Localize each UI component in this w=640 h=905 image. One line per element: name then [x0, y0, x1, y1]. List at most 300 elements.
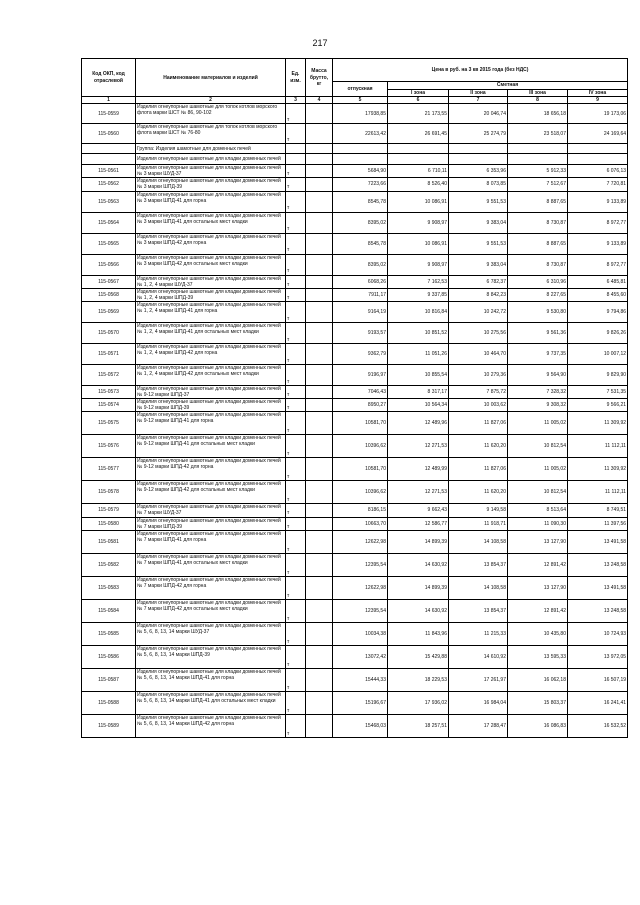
row-name: Изделия огнеупорные шамотные для топок котлов морского флота марки ШСТ № 76-80 [136, 124, 286, 144]
row-code: 115-0577 [82, 458, 136, 481]
row-zone3-price: 12 891,42 [508, 553, 568, 576]
row-zone2-price: 14 108,58 [449, 530, 508, 553]
row-zone3-price: 16 062,18 [508, 668, 568, 691]
row-code: 115-0575 [82, 412, 136, 435]
row-unit: т [286, 530, 306, 553]
row-unit: т [286, 576, 306, 599]
row-unit: т [286, 668, 306, 691]
row-release-price: 15196,67 [333, 691, 388, 714]
table-row [82, 322, 628, 343]
row-release-price: 10663,70 [333, 517, 388, 530]
row-unit: т [286, 301, 306, 322]
row-name: Изделия огнеупорные шамотные для кладки доменных печей № 3 марки ШПД-42 для остальных мест кладки [136, 254, 286, 275]
row-zone3-price: 15 803,37 [508, 691, 568, 714]
row-zone4-price: 9 133,89 [568, 233, 628, 254]
row-zone2-price: 9 383,04 [449, 254, 508, 275]
row-zone4-price: 6 485,81 [568, 275, 628, 288]
row-name: Изделия огнеупорные шамотные для кладки доменных печей № 1, 2, 4 марки ШПД-42 для горна [136, 343, 286, 364]
row-mass [306, 435, 333, 458]
row-code: 115-0565 [82, 233, 136, 254]
row-name: Изделия огнеупорные шамотные для топок котлов морского флота марки ШСТ № 86, 90-102 [136, 104, 286, 124]
col-number: 4 [306, 97, 333, 104]
row-code: 115-0581 [82, 530, 136, 553]
row-zone2-price: 17 288,47 [449, 714, 508, 737]
row-code: 115-0584 [82, 599, 136, 622]
row-code: 115-0585 [82, 622, 136, 645]
row-zone1-price: 14 899,39 [388, 576, 449, 599]
col-number: 3 [286, 97, 306, 104]
row-code: 115-0560 [82, 124, 136, 144]
row-zone3-price: 9 737,35 [508, 343, 568, 364]
row-zone3-price: 18 656,18 [508, 104, 568, 124]
row-zone4-price: 9 829,90 [568, 364, 628, 385]
header-zone2: II зона [449, 90, 508, 97]
row-zone2-price: 11 918,71 [449, 517, 508, 530]
row-mass [306, 412, 333, 435]
row-code: 115-0588 [82, 691, 136, 714]
row-zone1-price: 12 489,96 [388, 412, 449, 435]
row-unit: т [286, 599, 306, 622]
row-zone3-price [508, 154, 568, 165]
row-release-price: 9193,57 [333, 322, 388, 343]
row-zone4-price: 13 248,58 [568, 553, 628, 576]
table-row [82, 104, 628, 124]
row-name: Изделия огнеупорные шамотные для кладки доменных печей № 9-12 марки ШПД-42 для остальных мест кладки [136, 481, 286, 504]
row-release-price: 8395,02 [333, 212, 388, 233]
row-code: 115-0578 [82, 481, 136, 504]
row-zone1-price: 14 630,92 [388, 553, 449, 576]
table-row [82, 385, 628, 398]
row-code: 115-0589 [82, 714, 136, 737]
row-mass [306, 645, 333, 668]
row-name: Изделия огнеупорные шамотные для кладки доменных печей № 7 марки ШУД-37 [136, 504, 286, 517]
row-zone2-price: 11 827,06 [449, 412, 508, 435]
row-mass [306, 364, 333, 385]
group-heading-row [82, 154, 628, 165]
row-release-price: 13072,42 [333, 645, 388, 668]
row-zone4-price: 8 749,51 [568, 504, 628, 517]
row-zone1-price: 9 662,43 [388, 504, 449, 517]
row-zone2-price: 11 620,20 [449, 481, 508, 504]
row-zone1-price: 8 317,17 [388, 385, 449, 398]
page-number: 217 [312, 38, 328, 48]
row-zone2-price: 10 464,70 [449, 343, 508, 364]
table-row [82, 517, 628, 530]
row-release-price: 7223,66 [333, 178, 388, 191]
row-unit: т [286, 553, 306, 576]
row-mass [306, 458, 333, 481]
row-release-price: 12622,98 [333, 530, 388, 553]
row-zone4-price: 13 248,58 [568, 599, 628, 622]
row-zone3-price: 8 513,64 [508, 504, 568, 517]
row-release-price: 15468,03 [333, 714, 388, 737]
row-unit: т [286, 343, 306, 364]
row-unit: т [286, 691, 306, 714]
row-mass [306, 233, 333, 254]
row-unit: т [286, 435, 306, 458]
row-zone3-price: 11 090,30 [508, 517, 568, 530]
row-zone4-price: 9 133,89 [568, 191, 628, 212]
row-zone1-price: 8 526,40 [388, 178, 449, 191]
col-number: 9 [568, 97, 628, 104]
table-row [82, 412, 628, 435]
col-number: 2 [136, 97, 286, 104]
row-zone1-price: 15 429,88 [388, 645, 449, 668]
row-zone4-price: 13 491,58 [568, 576, 628, 599]
row-name: Изделия огнеупорные шамотные для кладки доменных печей № 3 марки ШУД-37 [136, 165, 286, 178]
table-row [82, 124, 628, 144]
row-unit: т [286, 275, 306, 288]
row-unit: т [286, 504, 306, 517]
row-release-price: 7911,17 [333, 288, 388, 301]
row-zone4-price: 11 397,56 [568, 517, 628, 530]
row-zone3-price: 10 812,54 [508, 435, 568, 458]
table-row [82, 288, 628, 301]
col-number: 7 [449, 97, 508, 104]
row-mass [306, 154, 333, 165]
row-mass [306, 124, 333, 144]
row-zone4-price: 8 972,77 [568, 254, 628, 275]
row-zone2-price: 6 782,37 [449, 275, 508, 288]
row-zone2-price: 10 003,62 [449, 399, 508, 412]
row-zone1-price: 11 051,26 [388, 343, 449, 364]
row-code: 115-0574 [82, 399, 136, 412]
header-mass: Масса брутто, кг [306, 59, 333, 97]
col-number: 8 [508, 97, 568, 104]
row-unit: т [286, 399, 306, 412]
row-name: Изделия огнеупорные шамотные для кладки доменных печей № 3 марки ШПД-42 для горна [136, 233, 286, 254]
row-zone3-price: 9 561,36 [508, 322, 568, 343]
row-release-price: 10581,70 [333, 412, 388, 435]
row-zone2-price: 10 242,72 [449, 301, 508, 322]
row-zone2-price: 8 073,85 [449, 178, 508, 191]
row-code: 115-0586 [82, 645, 136, 668]
col-number: 1 [82, 97, 136, 104]
row-unit: т [286, 233, 306, 254]
row-mass [306, 481, 333, 504]
row-zone4-price [568, 144, 628, 154]
row-zone2-price: 13 854,37 [449, 553, 508, 576]
row-release-price: 8395,02 [333, 254, 388, 275]
row-mass [306, 385, 333, 398]
row-name: Изделия огнеупорные шамотные для кладки доменных печей № 1, 2, 4 марки ШУД-37 [136, 275, 286, 288]
row-code: 115-0567 [82, 275, 136, 288]
row-mass [306, 275, 333, 288]
row-zone3-price: 8 887,65 [508, 233, 568, 254]
table-row [82, 364, 628, 385]
row-mass [306, 301, 333, 322]
row-zone2-price: 16 984,04 [449, 691, 508, 714]
row-zone3-price: 8 887,65 [508, 191, 568, 212]
row-unit: т [286, 212, 306, 233]
row-release-price: 9362,79 [333, 343, 388, 364]
table-row [82, 504, 628, 517]
row-mass [306, 178, 333, 191]
row-name: Изделия огнеупорные шамотные для кладки доменных печей № 7 марки ШПД-42 для горна [136, 576, 286, 599]
row-zone4-price: 7 531,35 [568, 385, 628, 398]
row-zone4-price: 24 169,64 [568, 124, 628, 144]
row-zone3-price: 7 512,67 [508, 178, 568, 191]
row-code: 115-0561 [82, 165, 136, 178]
row-name: Изделия огнеупорные шамотные для кладки доменных печей № 1, 2, 4 марки ШПД-41 для горна [136, 301, 286, 322]
row-zone3-price [508, 144, 568, 154]
row-release-price: 17938,85 [333, 104, 388, 124]
table-row [82, 233, 628, 254]
row-zone1-price: 7 162,53 [388, 275, 449, 288]
row-zone3-price: 16 086,83 [508, 714, 568, 737]
row-name: Изделия огнеупорные шамотные для кладки доменных печей № 5, 6, 8, 13, 14 марки ШПД-41 для горна [136, 668, 286, 691]
row-zone2-price: 10 275,56 [449, 322, 508, 343]
table-row [82, 530, 628, 553]
row-zone2-price: 20 046,74 [449, 104, 508, 124]
table-row [82, 435, 628, 458]
table-row [82, 178, 628, 191]
header-name: Наименование материалов и изделий [136, 59, 286, 97]
row-name: Изделия огнеупорные шамотные для кладки доменных печей [136, 154, 286, 165]
row-zone3-price: 13 127,90 [508, 530, 568, 553]
row-mass [306, 530, 333, 553]
row-zone4-price: 9 826,26 [568, 322, 628, 343]
col-number: 6 [388, 97, 449, 104]
row-unit: т [286, 385, 306, 398]
row-release-price: 12395,54 [333, 553, 388, 576]
table-row [82, 275, 628, 288]
row-unit: т [286, 124, 306, 144]
row-zone4-price: 11 309,92 [568, 412, 628, 435]
row-zone2-price: 14 108,58 [449, 576, 508, 599]
row-code: 115-0569 [82, 301, 136, 322]
row-zone1-price: 9 908,97 [388, 254, 449, 275]
row-mass [306, 517, 333, 530]
column-number-row [82, 97, 628, 104]
row-zone1-price: 14 899,39 [388, 530, 449, 553]
header-estimate: Сметная [388, 82, 628, 90]
row-name: Изделия огнеупорные шамотные для кладки доменных печей № 1, 2, 4 марки ШПД-39 [136, 288, 286, 301]
row-zone1-price: 18 229,53 [388, 668, 449, 691]
row-code: 115-0573 [82, 385, 136, 398]
table-body [82, 104, 628, 738]
row-unit: т [286, 517, 306, 530]
row-name: Группа: Изделия шамотные для доменных печей [136, 144, 286, 154]
row-zone4-price: 8 972,77 [568, 212, 628, 233]
row-zone4-price: 16 241,41 [568, 691, 628, 714]
row-zone2-price: 9 551,53 [449, 233, 508, 254]
table-row [82, 481, 628, 504]
row-zone2-price: 8 842,23 [449, 288, 508, 301]
row-zone2-price: 9 383,04 [449, 212, 508, 233]
row-name: Изделия огнеупорные шамотные для кладки доменных печей № 3 марки ШПД-41 для горна [136, 191, 286, 212]
table-row [82, 191, 628, 212]
row-zone1-price: 12 271,53 [388, 435, 449, 458]
row-zone3-price: 12 891,42 [508, 599, 568, 622]
row-zone2-price: 13 854,37 [449, 599, 508, 622]
row-code: 115-0566 [82, 254, 136, 275]
table-row [82, 553, 628, 576]
row-unit: т [286, 364, 306, 385]
row-zone4-price: 6 076,13 [568, 165, 628, 178]
row-zone1-price: 10 086,91 [388, 233, 449, 254]
row-mass [306, 254, 333, 275]
row-zone2-price: 11 620,20 [449, 435, 508, 458]
header-code: Код ОКП, код отраслевой [82, 59, 136, 97]
row-unit [286, 154, 306, 165]
row-zone2-price: 9 551,53 [449, 191, 508, 212]
row-release-price: 10396,62 [333, 435, 388, 458]
row-unit: т [286, 165, 306, 178]
row-code: 115-0587 [82, 668, 136, 691]
row-unit: т [286, 622, 306, 645]
row-unit: т [286, 714, 306, 737]
row-release-price: 5684,90 [333, 165, 388, 178]
row-zone2-price: 11 827,06 [449, 458, 508, 481]
row-zone2-price: 25 274,79 [449, 124, 508, 144]
row-release-price: 12622,98 [333, 576, 388, 599]
row-zone1-price [388, 154, 449, 165]
row-zone3-price: 11 005,02 [508, 458, 568, 481]
row-zone2-price [449, 144, 508, 154]
row-zone1-price: 14 630,92 [388, 599, 449, 622]
col-number: 5 [333, 97, 388, 104]
row-zone4-price: 8 455,60 [568, 288, 628, 301]
row-zone4-price: 19 173,06 [568, 104, 628, 124]
row-mass [306, 576, 333, 599]
row-code [82, 154, 136, 165]
row-zone3-price: 9 530,80 [508, 301, 568, 322]
row-mass [306, 165, 333, 178]
row-code: 115-0564 [82, 212, 136, 233]
row-zone3-price: 8 227,65 [508, 288, 568, 301]
row-zone3-price: 5 912,33 [508, 165, 568, 178]
header-zone1: I зона [388, 90, 449, 97]
row-release-price: 22613,42 [333, 124, 388, 144]
row-release-price: 10396,62 [333, 481, 388, 504]
row-zone1-price: 12 586,77 [388, 517, 449, 530]
row-zone3-price: 10 812,54 [508, 481, 568, 504]
row-mass [306, 714, 333, 737]
group-heading-row [82, 144, 628, 154]
row-zone1-price: 26 691,45 [388, 124, 449, 144]
table-row [82, 691, 628, 714]
row-code: 115-0582 [82, 553, 136, 576]
table-row [82, 212, 628, 233]
row-zone3-price: 9 564,90 [508, 364, 568, 385]
row-zone1-price: 10 564,34 [388, 399, 449, 412]
row-zone3-price: 7 328,32 [508, 385, 568, 398]
row-code: 115-0562 [82, 178, 136, 191]
table-row [82, 668, 628, 691]
row-mass [306, 599, 333, 622]
row-code: 115-0563 [82, 191, 136, 212]
row-release-price [333, 144, 388, 154]
row-zone3-price: 9 308,32 [508, 399, 568, 412]
row-release-price: 6068,26 [333, 275, 388, 288]
row-release-price [333, 154, 388, 165]
row-name: Изделия огнеупорные шамотные для кладки доменных печей № 9-12 марки ШПД-41 для остальных мест кладки [136, 435, 286, 458]
row-mass [306, 622, 333, 645]
row-mass [306, 191, 333, 212]
row-mass [306, 668, 333, 691]
row-name: Изделия огнеупорные шамотные для кладки доменных печей № 9-12 марки ШПД-37 [136, 385, 286, 398]
row-zone1-price: 12 271,53 [388, 481, 449, 504]
row-zone1-price: 17 936,02 [388, 691, 449, 714]
row-zone4-price: 16 507,19 [568, 668, 628, 691]
row-name: Изделия огнеупорные шамотные для кладки доменных печей № 5, 6, 8, 13, 14 марки ШПД-41 для остальных мест кладки [136, 691, 286, 714]
row-zone2-price: 14 610,92 [449, 645, 508, 668]
row-code: 115-0568 [82, 288, 136, 301]
row-mass [306, 399, 333, 412]
row-zone2-price: 17 261,97 [449, 668, 508, 691]
row-name: Изделия огнеупорные шамотные для кладки доменных печей № 7 марки ШПД-39 [136, 517, 286, 530]
row-zone1-price: 10 086,91 [388, 191, 449, 212]
row-unit: т [286, 645, 306, 668]
header-zone4: IV зона [568, 90, 628, 97]
row-unit: т [286, 178, 306, 191]
row-mass [306, 212, 333, 233]
header-unit: Ед. изм. [286, 59, 306, 97]
row-name: Изделия огнеупорные шамотные для кладки доменных печей № 5, 6, 8, 13, 14 марки ШПД-39 [136, 645, 286, 668]
row-zone4-price [568, 154, 628, 165]
price-table [81, 58, 628, 738]
table-row [82, 645, 628, 668]
row-name: Изделия огнеупорные шамотные для кладки доменных печей № 7 марки ШПД-42 для остальных мест кладки [136, 599, 286, 622]
row-zone3-price: 6 310,96 [508, 275, 568, 288]
header-price-group: Цена в руб. на 3 кв 2015 года (без НДС) [333, 59, 628, 82]
row-zone3-price: 11 005,02 [508, 412, 568, 435]
row-release-price: 8950,27 [333, 399, 388, 412]
row-release-price: 10034,38 [333, 622, 388, 645]
row-release-price: 8545,78 [333, 233, 388, 254]
row-zone3-price: 8 730,87 [508, 212, 568, 233]
row-code: 115-0583 [82, 576, 136, 599]
table-row [82, 458, 628, 481]
row-name: Изделия огнеупорные шамотные для кладки доменных печей № 5, 6, 8, 13, 14 марки ШПД-42 для горна [136, 714, 286, 737]
row-zone4-price: 10 724,93 [568, 622, 628, 645]
row-zone4-price: 13 491,58 [568, 530, 628, 553]
row-name: Изделия огнеупорные шамотные для кладки доменных печей № 9-12 марки ШПД-39 [136, 399, 286, 412]
row-zone4-price: 11 112,11 [568, 481, 628, 504]
row-zone4-price: 7 720,81 [568, 178, 628, 191]
row-zone4-price: 16 532,52 [568, 714, 628, 737]
header-release: отпускная [333, 82, 388, 97]
row-zone3-price: 8 730,87 [508, 254, 568, 275]
row-zone3-price: 13 127,90 [508, 576, 568, 599]
row-release-price: 9196,97 [333, 364, 388, 385]
row-zone2-price: 7 875,72 [449, 385, 508, 398]
row-code: 115-0570 [82, 322, 136, 343]
row-code: 115-0572 [82, 364, 136, 385]
row-mass [306, 322, 333, 343]
row-zone1-price [388, 144, 449, 154]
row-zone2-price: 11 215,33 [449, 622, 508, 645]
row-mass [306, 104, 333, 124]
row-release-price: 8186,15 [333, 504, 388, 517]
row-code [82, 144, 136, 154]
row-zone1-price: 10 855,54 [388, 364, 449, 385]
row-unit: т [286, 191, 306, 212]
row-mass [306, 504, 333, 517]
row-name: Изделия огнеупорные шамотные для кладки доменных печей № 7 марки ШПД-41 для остальных мест кладки [136, 553, 286, 576]
table-row [82, 622, 628, 645]
row-unit: т [286, 322, 306, 343]
row-zone3-price: 23 518,07 [508, 124, 568, 144]
header-zone3: III зона [508, 90, 568, 97]
row-zone1-price: 10 851,52 [388, 322, 449, 343]
row-name: Изделия огнеупорные шамотные для кладки доменных печей № 1, 2, 4 марки ШПД-42 для остальных мест кладки [136, 364, 286, 385]
row-name: Изделия огнеупорные шамотные для кладки доменных печей № 5, 6, 8, 13, 14 марки ШУД-37 [136, 622, 286, 645]
row-zone3-price: 10 435,80 [508, 622, 568, 645]
table-row [82, 165, 628, 178]
row-release-price: 15444,33 [333, 668, 388, 691]
